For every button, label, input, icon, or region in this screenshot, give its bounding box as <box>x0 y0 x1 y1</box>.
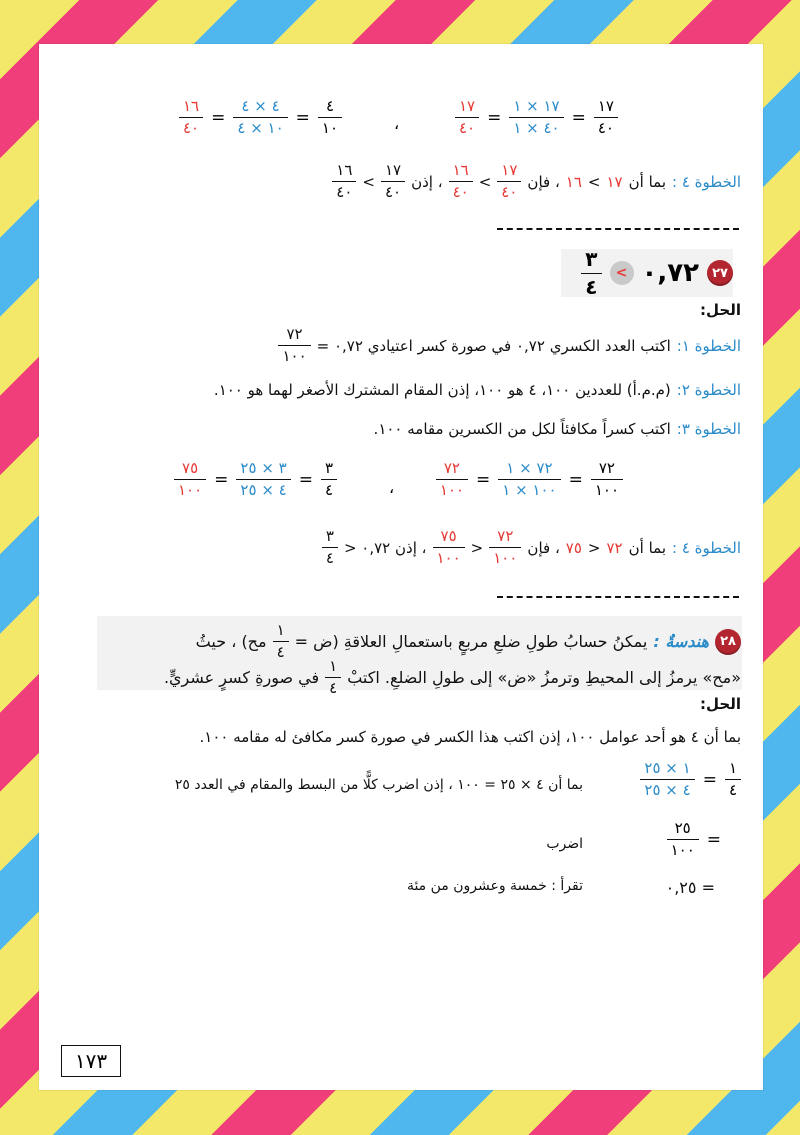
problem27-step1: الخطوة ١: اكتب العدد الكسري ٠,٧٢ في صورة كسر اعتيادي ٠,٧٢ = $\frac{٧٢}{١٠٠}$ <box>278 326 741 366</box>
problem27-right-equation: $\frac{٧٢}{١٠٠}$ = $\frac{٧٢ \times ١}{١٠٠ \times ١}$ = $\frac{٧٢}{١٠٠}$ <box>436 460 623 500</box>
problem28-row3-note: تقرأ : خمسة وعشرون من مئة <box>406 878 583 894</box>
problem28-row1-note: بما أن ٤ × ٢٥ = ١٠٠ ، إذن اضرب كلًّا من البسط والمقام في العدد ٢٥ <box>174 777 583 793</box>
problem27-step4: الخطوة ٤ : بما أن ٧٢ < ٧٥ ، فإن $\frac{٧٢}{١٠٠}$ < $\frac{٧٥}{١٠٠}$ ، إذن ٠,٧٢ < $\frac{٣}{٤}$ <box>322 528 741 568</box>
step4-top-left-equation: $\frac{٤}{١٠}$ = $\frac{٤ \times ٤}{١٠ \times ٤}$ = $\frac{١٦}{٤٠}$ <box>179 98 342 138</box>
solution-label: الحل: <box>700 695 741 713</box>
fraction: $\frac{١٧ \times ١}{٤٠ \times ١}$ <box>509 98 563 138</box>
problem27-header <box>561 246 733 299</box>
divider <box>497 228 739 230</box>
comma: ، <box>389 478 395 497</box>
problem28-line2: «مح» يرمزُ إلى المحيطِ وترمزُ «ض» إلى طولِ الضلعِ. اكتبْ $\frac{١}{٤}$ في صورةِ كسرٍ عشريٍّ. <box>163 657 741 698</box>
problem28-row3-value: = ٠,٢٥ <box>665 878 715 897</box>
fraction: $\frac{١٦}{٤٠}$ <box>179 98 203 138</box>
solution-label: الحل: <box>700 301 741 319</box>
problem28-title: هندسةٌ : <box>653 632 709 652</box>
fraction: $\frac{٤}{١٠}$ <box>318 98 342 138</box>
comma: ، <box>394 114 400 133</box>
problem28-row1-equation: $\frac{١}{٤}$ = $\frac{١ \times ٢٥}{٤ \times ٢٥}$ <box>640 760 741 800</box>
problem27-left-equation: $\frac{٣}{٤}$ = $\frac{٣ \times ٢٥}{٤ \times ٢٥}$ = $\frac{٧٥}{١٠٠}$ <box>174 460 337 500</box>
step-label: الخطوة ٤ : <box>672 172 741 191</box>
problem27-step3: الخطوة ٣: اكتب كسراً مكافئاً لكل من الكسرين مقامه ١٠٠. <box>373 420 741 438</box>
step4-top-line: الخطوة ٤ : بما أن ١٧ > ١٦ ، فإن $\frac{١٧}{٤٠}$ > $\frac{١٦}{٤٠}$ ، إذن $\frac{١٧}{٤٠}$ > $\frac{١٦}{٤٠}$ <box>332 162 741 202</box>
problem-number-badge: ٢٨ <box>715 629 741 655</box>
comparison-symbol: > <box>610 261 634 285</box>
problem28-row2-note: اضرب <box>546 836 583 852</box>
problem28-row2-equation: = $\frac{٢٥}{١٠٠}$ <box>667 820 721 860</box>
problem27-step2: الخطوة ٢: (م.م.أ) للعددين ١٠٠، ٤ هو ١٠٠، إذن المقام المشترك الأصغر لهما هو ١٠٠. <box>213 381 741 399</box>
fraction: $\frac{٣}{٤}$ <box>581 248 601 299</box>
decimal-value: ٠,٧٢ <box>641 258 699 288</box>
fraction: $\frac{١٧}{٤٠}$ <box>594 98 618 138</box>
divider <box>497 596 739 598</box>
step4-top-right-equation: $\frac{١٧}{٤٠}$ = $\frac{١٧ \times ١}{٤٠ \times ١}$ = $\frac{١٧}{٤٠}$ <box>455 98 618 138</box>
page-number: ١٧٣ <box>61 1045 121 1077</box>
page <box>39 44 763 1090</box>
problem-number-badge: ٢٧ <box>707 260 733 286</box>
problem28-intro: بما أن ٤ هو أحد عوامل ١٠٠، إذن اكتب هذا الكسر في صورة كسر مكافئ له مقامه ١٠٠. <box>199 728 741 746</box>
fraction: $\frac{١٧}{٤٠}$ <box>455 98 479 138</box>
fraction: $\frac{٤ \times ٤}{١٠ \times ٤}$ <box>233 98 287 138</box>
problem28-line1: ٢٨ هندسةٌ : يمكنُ حسابُ طولِ ضلعِ مربعٍ باستعمالِ العلاقةِ (ض = $\frac{١}{٤}$ مح) ، حيثُ <box>196 622 741 662</box>
